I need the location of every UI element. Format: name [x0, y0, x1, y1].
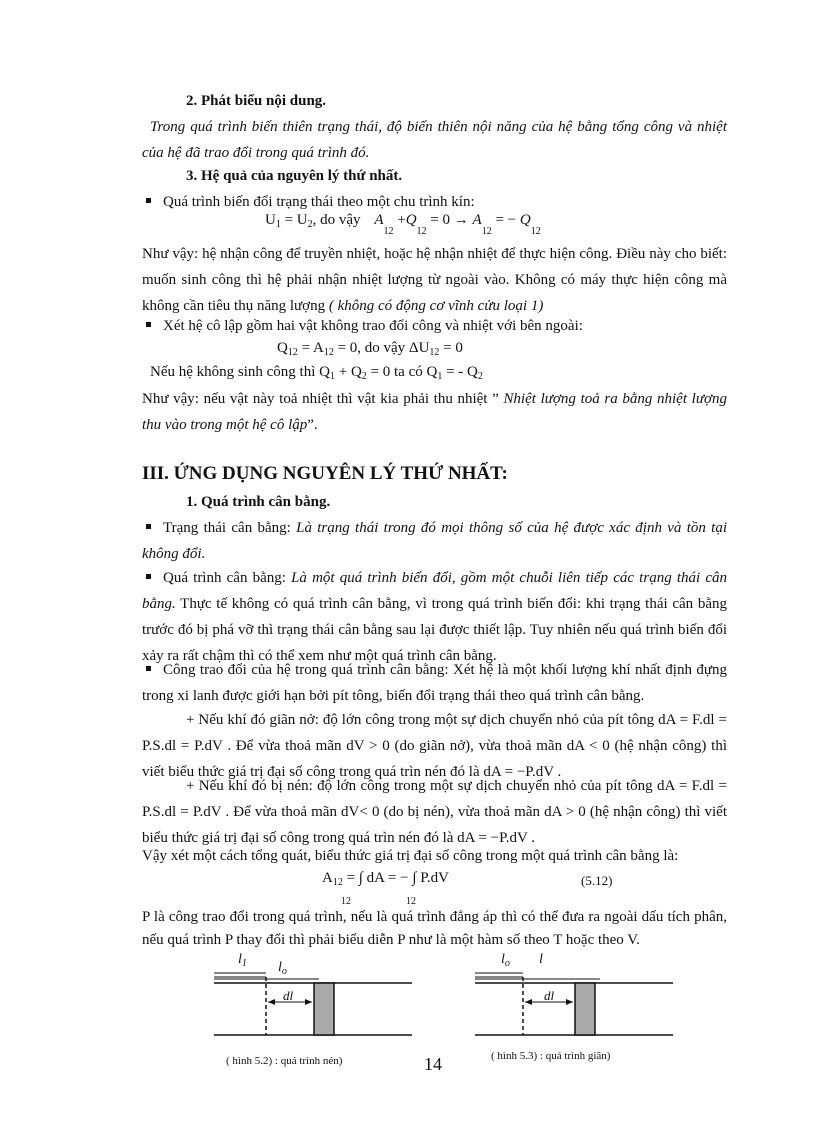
equation-isolated: $Q_{12} = A_{12} = 0$, do vậy $\Delta U_{12} = 0$: [277, 340, 463, 358]
bullet-equilibrium-state: Trạng thái cân bằng: Là trạng thái trong đó mọi thông số của hệ được xác định và tồn tại không đổi.: [142, 520, 727, 562]
line-heat-balance: Nếu hệ không sinh công thì $Q_1 + Q_2 = 0$ ta có $Q_1$ = - $Q_2$: [150, 364, 483, 382]
equation-number: (5.12): [581, 873, 613, 888]
figure-compression: [214, 952, 414, 1050]
case-expansion: + Nếu khí đó giãn nở: độ lớn công trong một sự dịch chuyển nhỏ của pít tông dA = F.dl = P.S.dl = P.dV . Để vừa thoả mãn dV > 0 (do giãn nở), vừa thoả mãn dA < 0 (hệ nhận công) thì viết biểu thức giá trị đại số công trong quá trìn nén đó là dA = −P.dV .: [142, 712, 727, 780]
section-2-body: Trong quá trình biến thiên trạng thái, độ biến thiên nội năng của hệ bằng tổng công và nhiệt của hệ đã trao đổi trong quá trình đó.: [142, 119, 727, 161]
label-lo: $l_o$: [501, 952, 510, 969]
case-compression: + Nếu khí đó bị nén: độ lớn công trong một sự dịch chuyển nhỏ của pít tông dA = F.dl = P.S.dl = P.dV . Để vừa thoả mãn dV< 0 (do bị nén), vừa thoả mãn dA > 0 (hệ nhận công) thì viết biểu thức giá trị đại số công trong quá trìn nén đó là dA = −P.dV .: [142, 778, 727, 846]
section-iii-heading: III. ỨNG DỤNG NGUYÊN LÝ THỨ NHẤT:: [142, 463, 508, 484]
paragraph-pressure: P là công trao đổi trong quá trình, nếu là quá trình đẳng áp thì có thể đưa ra ngoài dấu tích phân, nếu quá trình P thay đổi thì phải biểu diễn P như là một hàm số theo T hoặc theo V.: [142, 909, 727, 948]
label-l: l: [539, 952, 543, 967]
equation-work-integral: $A_{12}$ = ∫ dA = − ∫ P.dV: [322, 870, 449, 888]
bullet-isolated-system: [146, 313, 583, 339]
bullet-icon: [146, 198, 151, 203]
paragraph-conclusion-2: Như vậy: nếu vật này toả nhiệt thì vật kia phải thu nhiệt ” Nhiệt lượng toả ra bằng nhiệt lượng thu vào trong một hệ cô lập”.: [142, 391, 728, 433]
bullet-icon: [146, 524, 151, 529]
page-number: 14: [424, 1054, 442, 1074]
figure-5-2-caption: ( hình 5.2) : quá trình nén): [226, 1055, 343, 1067]
section-2-heading: 2. Phát biểu nội dung.: [186, 93, 327, 109]
section-3-heading: 3. Hệ quả của nguyên lý thứ nhất.: [186, 168, 403, 184]
bullet-work-exchange: Công trao đổi của hệ trong quá trình cân bằng: Xét hệ là một khối lượng khí nhất định đựng trong xi lanh được giới hạn bởi pít tông, biến đổi trạng thái theo quá trình cân bằng.: [142, 662, 727, 704]
label-l1: $l_1$: [238, 952, 247, 969]
label-lo: $l_o$: [278, 960, 287, 977]
figure-5-3-caption: ( hình 5.3) : quá trình giãn): [491, 1050, 611, 1062]
paragraph-general: Vậy xét một cách tổng quát, biểu thức giá trị đại số công trong một quá trình cân bằng là:: [142, 848, 679, 864]
bullet-icon: [146, 322, 151, 327]
equation-cycle: $U_1 = U_2$, do vậy $A_{12} +Q_{12} = 0 \to A_{12}$ = − $Q_{12}$: [265, 212, 541, 237]
label-dl: dl: [544, 988, 555, 1003]
label-dl: dl: [283, 988, 294, 1003]
bullet-equilibrium-process: Quá trình cân bằng: Là một quá trình biến đổi, gồm một chuỗi liên tiếp các trạng thái cân bằng. Thực tế không có quá trình cân bằng, vì trong quá trình biến đổi: khi trạng thái cân bằng trước đó bị phá vỡ thì trạng thái cân bằng sau lại được thiết lập. Tuy nhiên nếu quá trình biến đổi xảy ra rất chậm thì có thể xem như một quá trình cân bằng.: [142, 570, 727, 664]
cylinder-compression-diagram: [214, 955, 414, 1050]
integral-limit-1: 12: [341, 896, 351, 907]
figure-expansion: [475, 952, 675, 1050]
bullet-text: Xét hệ cô lập gồm hai vật không trao đổi công và nhiệt với bên ngoài:: [163, 318, 583, 334]
bullet-text: Quá trình biến đổi trạng thái theo một chu trình kín:: [163, 194, 475, 210]
bullet-icon: [146, 574, 151, 579]
section-iii-1-heading: 1. Quá trình cân bằng.: [186, 494, 331, 510]
cylinder-expansion-diagram: [475, 955, 675, 1050]
paragraph-conclusion-1: Như vậy: hệ nhận công để truyền nhiệt, hoặc hệ nhận nhiệt để thực hiện công. Điều này cho biết: muốn sinh công thì hệ phải nhận nhiệt lượng từ ngoài vào. Không có máy thực hiện công mà không cần tiêu thụ năng lượng ( không có động cơ vĩnh cửu loại 1): [142, 246, 727, 314]
integral-limit-2: 12: [406, 896, 416, 907]
bullet-icon: [146, 666, 151, 671]
